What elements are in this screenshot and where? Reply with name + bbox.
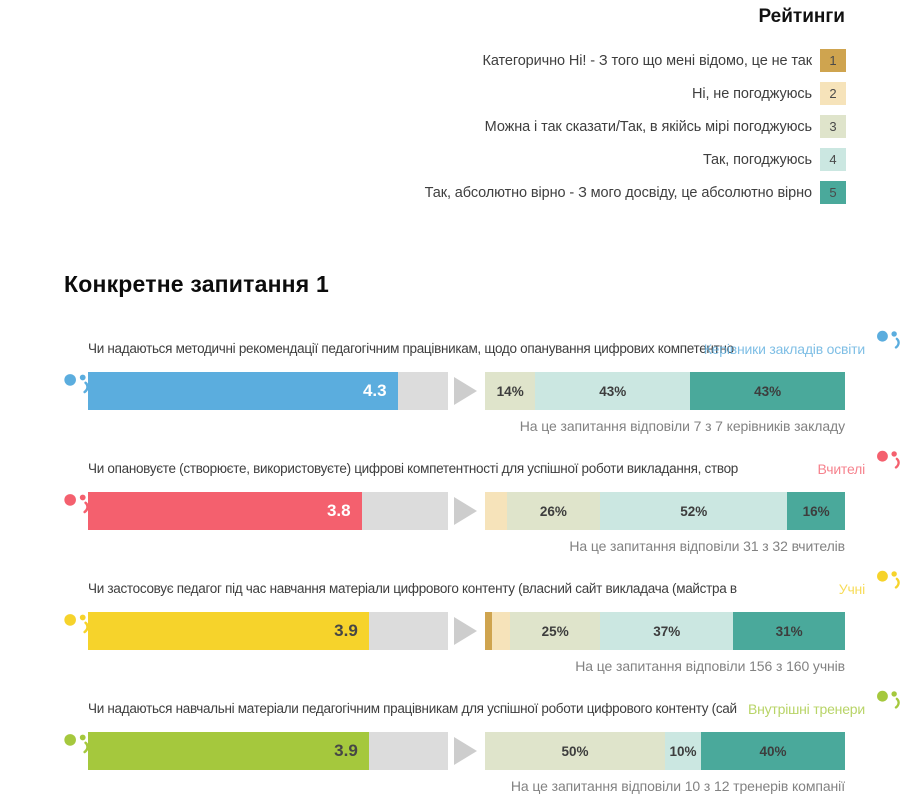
distribution-segment[interactable]	[507, 492, 601, 530]
distribution-segment[interactable]	[485, 612, 492, 650]
segment-percent-label: 14%	[496, 383, 524, 399]
distribution-segment[interactable]	[510, 612, 600, 650]
legend-item	[425, 148, 846, 171]
distribution-segment[interactable]	[485, 372, 535, 410]
legend-color-swatch: 2	[820, 82, 846, 105]
respondent-group-person-icon	[873, 689, 900, 725]
distribution-segment[interactable]	[485, 492, 507, 530]
legend-item	[425, 115, 846, 138]
legend-item	[425, 181, 846, 204]
respondent-group-person-icon	[873, 329, 900, 365]
segment-percent-label: 52%	[680, 503, 708, 519]
segment-percent-label: 43%	[754, 383, 782, 399]
score-bar-track	[88, 732, 448, 770]
segment-percent-label: 26%	[539, 503, 567, 519]
score-bar-fill[interactable]	[88, 492, 362, 530]
respondent-person-icon	[60, 372, 89, 411]
legend-color-swatch: 1	[820, 49, 846, 72]
distribution-bar	[485, 732, 845, 770]
question-row	[60, 338, 908, 442]
score-value: 4.3	[362, 381, 387, 400]
question-row	[60, 698, 908, 802]
legend-label: Так, абсолютно вірно - З мого досвіду, це абсолютно вірно	[424, 184, 812, 201]
respondent-group-person-icon	[873, 569, 900, 605]
question-text: Чи надаються навчальні матеріали педагогічним працівникам для успішної роботи цифрового контенту (сай	[88, 701, 737, 716]
respondent-group-label: Учні	[838, 581, 865, 597]
score-bar-track	[88, 492, 448, 530]
ratings-legend	[425, 49, 846, 214]
bar-line	[60, 732, 908, 770]
response-count-note: На це запитання відповіли 31 з 32 вчителів	[569, 538, 845, 554]
segment-percent-label: 25%	[541, 623, 569, 639]
segment-percent-label: 16%	[802, 503, 830, 519]
legend-color-swatch: 3	[820, 115, 846, 138]
distribution-segment[interactable]	[787, 492, 845, 530]
bar-line	[60, 612, 908, 650]
distribution-segment[interactable]	[600, 492, 787, 530]
score-bar-fill[interactable]	[88, 612, 369, 650]
respondent-group-person-icon	[873, 449, 900, 485]
segment-percent-label: 43%	[599, 383, 627, 399]
response-count-note: На це запитання відповіли 156 з 160 учнів	[575, 658, 845, 674]
respondent-person-icon	[60, 732, 89, 771]
respondent-person-icon	[60, 612, 89, 651]
legend-label: Категорично Ні! - З того що мені відомо, це не так	[482, 52, 812, 69]
arrow-right-icon	[454, 377, 477, 405]
question-text: Чи опановуєте (створюєте, використовуєте) цифрові компетентності для успішної роботи викладання, створ	[88, 461, 739, 476]
arrow-right-icon	[454, 737, 477, 765]
score-bar-track	[88, 612, 448, 650]
respondent-group-label: Керівники закладів освіти	[703, 341, 865, 357]
score-value: 3.9	[334, 741, 358, 760]
legend-label: Можна і так сказати/Так, в якійсь мірі погоджуюсь	[484, 118, 812, 135]
question-text: Чи надаються методичні рекомендації педагогічним працівникам, щодо опанування цифрових компетентно	[88, 341, 734, 356]
legend-color-swatch: 4	[820, 148, 846, 171]
respondent-group-label: Внутрішні тренери	[747, 701, 865, 717]
segment-percent-label: 37%	[653, 623, 681, 639]
legend-color-swatch: 5	[820, 181, 846, 204]
question-row	[60, 458, 908, 562]
distribution-segment[interactable]	[701, 732, 845, 770]
distribution-segment[interactable]	[485, 732, 665, 770]
distribution-segment[interactable]	[690, 372, 845, 410]
bar-line	[60, 372, 908, 410]
response-count-note: На це запитання відповіли 10 з 12 тренерів компанії	[510, 778, 845, 794]
distribution-segment[interactable]	[733, 612, 845, 650]
distribution-bar	[485, 492, 845, 530]
arrow-right-icon	[454, 617, 477, 645]
segment-percent-label: 40%	[759, 743, 787, 759]
response-count-note: На це запитання відповіли 7 з 7 керівників закладу	[519, 418, 845, 434]
distribution-segment[interactable]	[535, 372, 690, 410]
score-bar-track	[88, 372, 448, 410]
question-text: Чи застосовує педагог під час навчання матеріали цифрового контенту (власний сайт викладача (майстра в	[88, 581, 737, 596]
respondent-group-label: Вчителі	[817, 461, 865, 477]
distribution-bar	[485, 612, 845, 650]
legend-label: Так, погоджуюсь	[702, 151, 812, 168]
question-row	[60, 578, 908, 682]
legend-item	[425, 49, 846, 72]
section-title: Конкретне запитання 1	[64, 271, 329, 297]
segment-percent-label: 50%	[561, 743, 589, 759]
distribution-bar	[485, 372, 845, 410]
distribution-segment[interactable]	[665, 732, 701, 770]
legend-item	[425, 82, 846, 105]
score-value: 3.8	[326, 501, 351, 520]
score-value: 3.9	[334, 621, 358, 640]
bar-line	[60, 492, 908, 530]
respondent-person-icon	[60, 492, 89, 531]
distribution-segment[interactable]	[492, 612, 510, 650]
legend-label: Ні, не погоджуюсь	[691, 85, 812, 102]
arrow-right-icon	[454, 497, 477, 525]
distribution-segment[interactable]	[600, 612, 733, 650]
segment-percent-label: 10%	[669, 743, 697, 759]
score-bar-fill[interactable]	[88, 372, 398, 410]
segment-percent-label: 31%	[775, 623, 803, 639]
ratings-panel-title: Рейтинги	[758, 6, 845, 27]
score-bar-fill[interactable]	[88, 732, 369, 770]
